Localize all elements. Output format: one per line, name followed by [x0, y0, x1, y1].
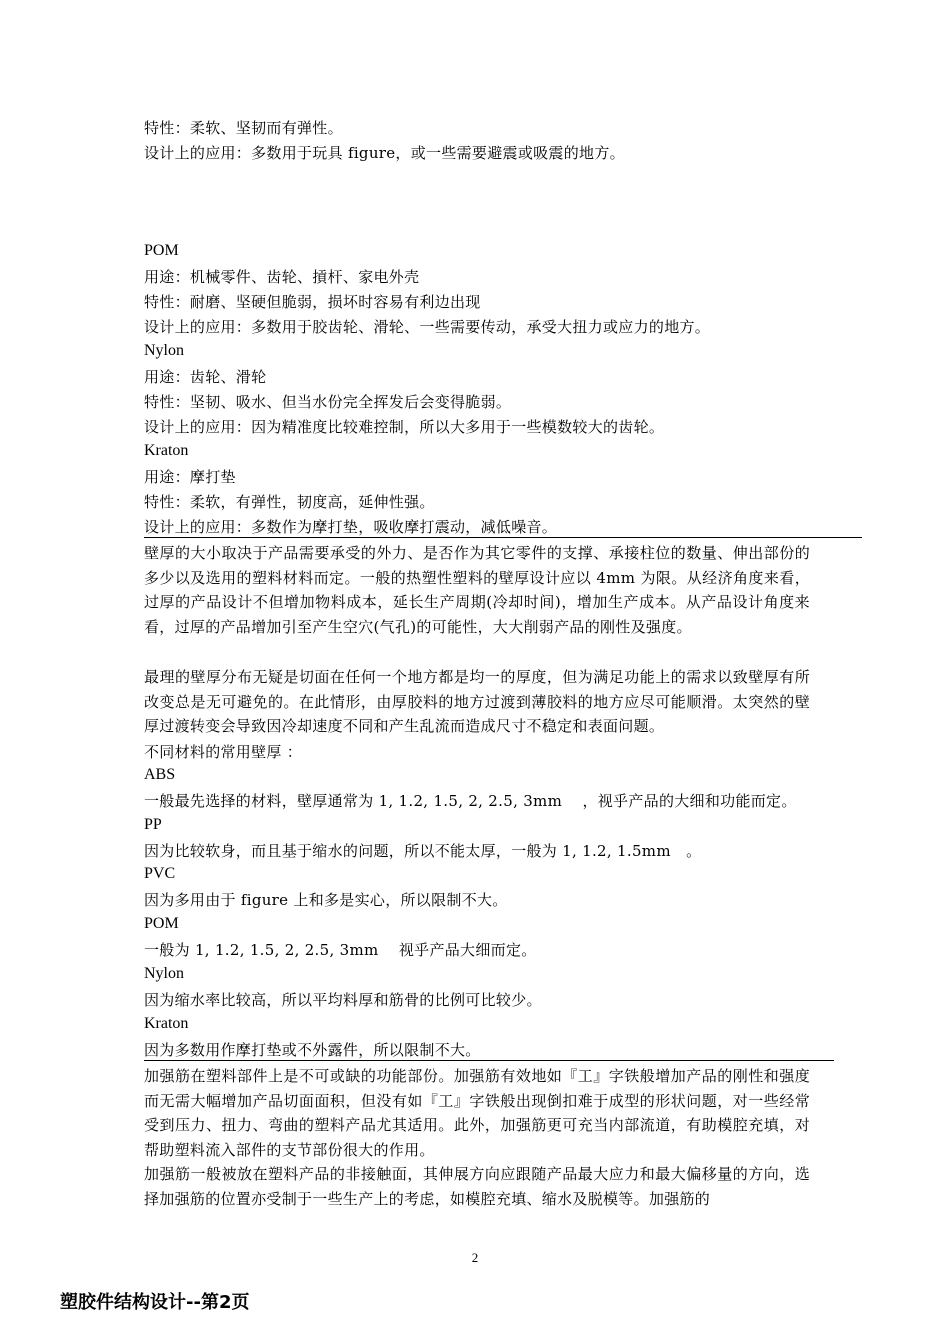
material-heading-nylon: Nylon	[144, 342, 184, 359]
material-heading-pom: POM	[144, 915, 179, 932]
section-divider	[144, 1060, 834, 1061]
material-heading-abs: ABS	[144, 766, 176, 783]
material-property: 特性：耐磨、坚硬但脆弱，损坏时容易有利边出现	[144, 293, 481, 311]
material-heading-kraton: Kraton	[144, 1015, 189, 1032]
material-note: 因为多数用作摩打垫或不外露件，所以限制不大。	[144, 1041, 481, 1059]
wall-thickness-heading: 不同材料的常用壁厚 ：	[144, 743, 303, 761]
material-design: 设计上的应用：多数作为摩打垫，吸收摩打震动，减低噪音。	[144, 518, 558, 536]
material-property: 特性：坚韧、吸水、但当水份完全挥发后会变得脆弱。	[144, 393, 512, 411]
material-property: 特性：柔软，有弹性，韧度高，延伸性强。	[144, 493, 435, 511]
material-note: 因为比较软身，而且基于缩水的问题，所以不能太厚，一般为 1, 1.2, 1.5mm 。	[144, 842, 702, 860]
material-usage: 用途：齿轮、滑轮	[144, 368, 267, 386]
material-design: 设计上的应用：多数用于胶齿轮、滑轮、一些需要传动，承受大扭力或应力的地方。	[144, 318, 711, 336]
material-heading-pvc: PVC	[144, 865, 176, 882]
material-heading-nylon: Nylon	[144, 965, 184, 982]
material-heading-pp: PP	[144, 816, 162, 833]
text-line: 特性：柔软、坚韧而有弹性。	[144, 119, 343, 137]
material-usage: 用途：摩打垫	[144, 468, 236, 486]
material-note: 一般最先选择的材料，壁厚通常为 1, 1.2, 1.5, 2, 2.5, 3mm ，视乎产品的大细和功能而定。	[144, 792, 797, 810]
material-note: 因为缩水率比较高，所以平均料厚和筋骨的比例可比较少。	[144, 991, 542, 1009]
material-design: 设计上的应用：因为精准度比较难控制，所以大多用于一些模数较大的齿轮。	[144, 418, 665, 436]
wall-thickness-paragraph: 最理的壁厚分布无疑是切面在任何一个地方都是均一的厚度，但为满足功能上的需求以致壁厚有所改变总是无可避免的。在此情形，由厚胶料的地方过渡到薄胶料的地方应尽可能顺滑。太突然的壁厚过渡转变会导致因冷却速度不同和产生乱流而造成尺寸不稳定和表面问题。	[144, 668, 810, 735]
text-line: 设计上的应用：多数用于玩具 figure，或一些需要避震或吸震的地方。	[144, 144, 625, 162]
material-note: 因为多用由于 figure 上和多是实心，所以限制不大。	[144, 891, 508, 909]
material-usage: 用途：机械零件、齿轮、摃杆、家电外壳	[144, 268, 420, 286]
material-heading-kraton: Kraton	[144, 442, 189, 459]
section-divider	[144, 537, 862, 538]
page-number: 2	[471, 1250, 479, 1265]
document-footer-title: 塑胶件结构设计--第2页	[60, 1292, 250, 1313]
wall-thickness-paragraph: 壁厚的大小取决于产品需要承受的外力、是否作为其它零件的支撑、承接柱位的数量、伸出部份的多少以及选用的塑料材料而定。一般的热塑性塑料的壁厚设计应以 4mm 为限。从经济角度来看，过厚的产品设计不但增加物料成本，延长生产周期(冷却时间)，增加生产成本。从产品设计角度来看，过厚的产品增加引至产生空穴(气孔)的可能性，大大削弱产品的刚性及强度。	[144, 544, 810, 636]
material-heading-pom: POM	[144, 242, 179, 259]
rib-paragraph: 加强筋一般被放在塑料产品的非接触面，其伸展方向应跟随产品最大应力和最大偏移量的方向，选择加强筋的位置亦受制于一些生产上的考虑，如模腔充填、缩水及脱模等。加强筋的	[144, 1165, 810, 1208]
material-note: 一般为 1, 1.2, 1.5, 2, 2.5, 3mm 视乎产品大细而定。	[144, 941, 537, 959]
rib-paragraph: 加强筋在塑料部件上是不可或缺的功能部份。加强筋有效地如『工』字铁般增加产品的刚性和强度而无需大幅增加产品切面面积，但没有如『工』字铁般出现倒扣难于成型的形状问题，对一些经常受到压力、扭力、弯曲的塑料产品尤其适用。此外，加强筋更可充当内部流道，有助模腔充填，对帮助塑料流入部件的支节部份很大的作用。	[144, 1067, 810, 1159]
